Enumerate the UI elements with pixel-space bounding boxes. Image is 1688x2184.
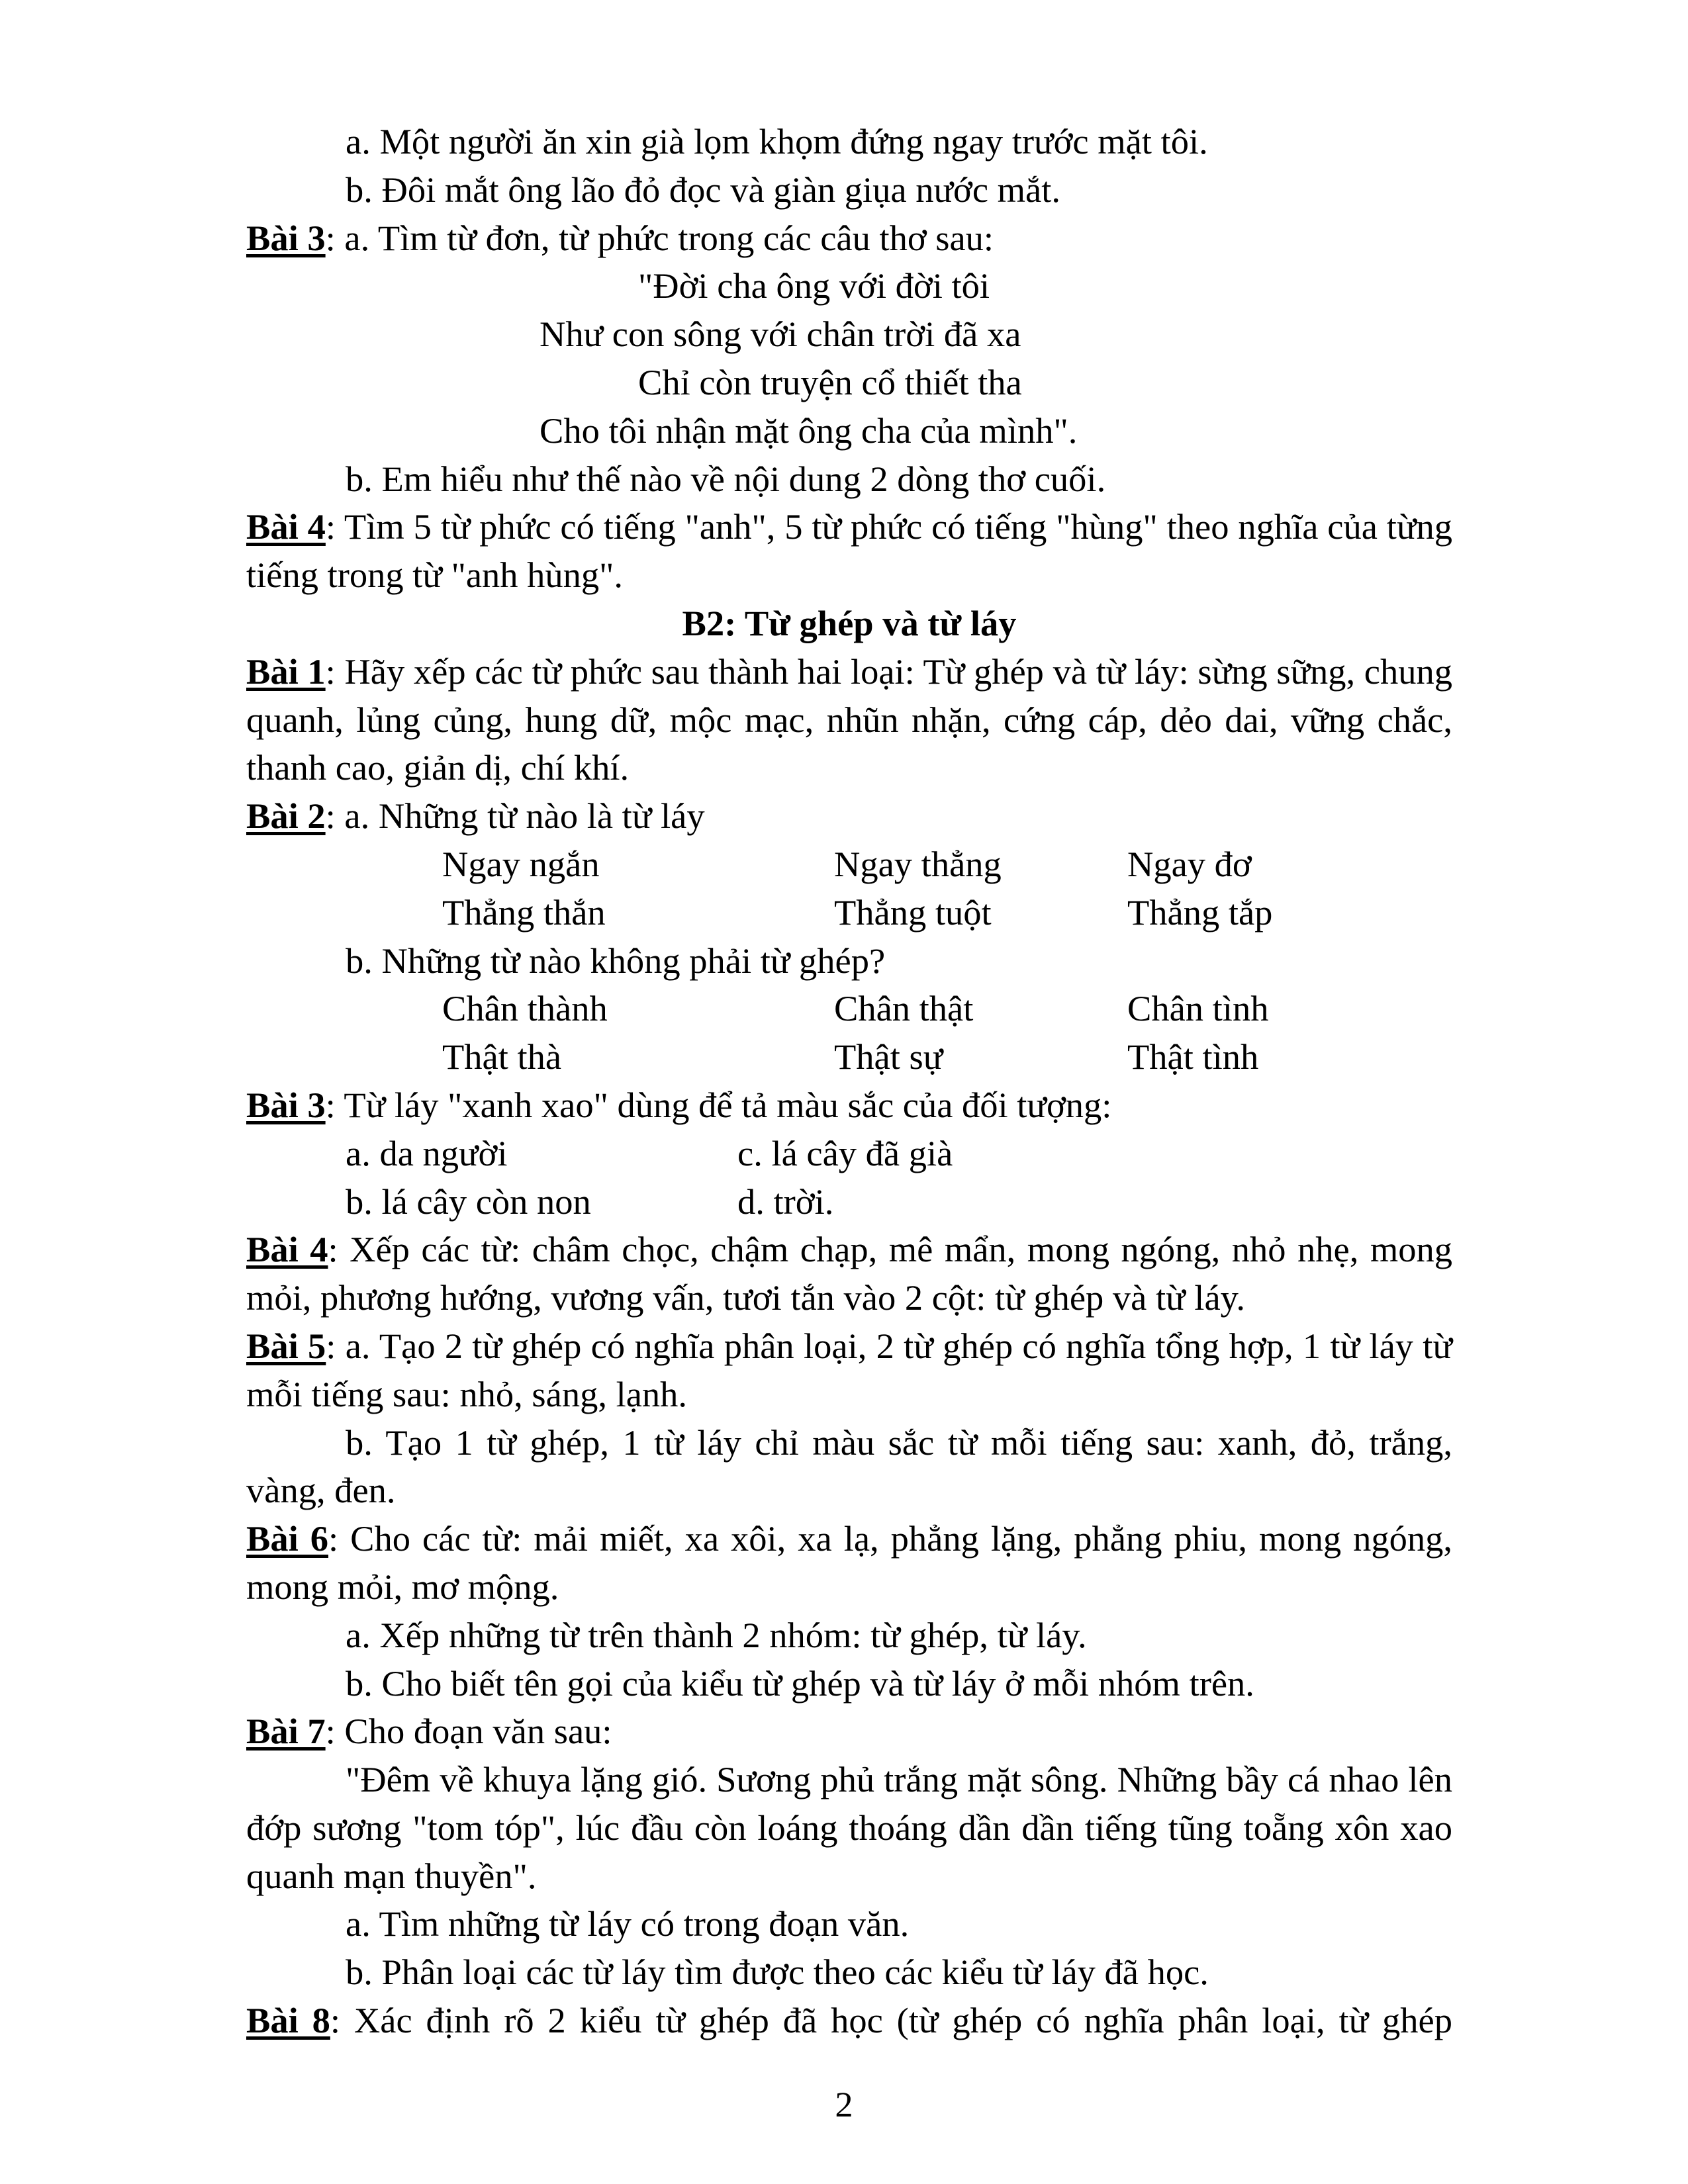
exercise-label: Bài 4 [246, 1229, 328, 1270]
b2-exercise-7: Bài 7: Cho đoạn văn sau: [246, 1711, 612, 1752]
text-paragraph: b. Tạo 1 từ ghép, 1 từ láy chỉ màu sắc từ mỗi tiếng sau: xanh, đỏ, trắng, vàng, đen. [246, 1422, 1452, 1511]
text-line: b. Đôi mắt ông lão đỏ đọc và giàn giụa nước mắt. [346, 169, 1060, 210]
poem-line: Như con sông với chân trời đã xa [539, 314, 1021, 355]
poem-line: Chỉ còn truyện cổ thiết tha [638, 361, 1022, 402]
exercise-label: Bài 5 [246, 1325, 326, 1366]
text-line: a. Xếp những từ trên thành 2 nhóm: từ ghép, từ láy. [346, 1614, 1087, 1655]
exercise-label: Bài 3 [246, 1084, 326, 1125]
page-number: 2 [835, 2084, 853, 2124]
exercise-3: Bài 3: a. Tìm từ đơn, từ phức trong các câu thơ sau: [246, 217, 994, 258]
b2-exercise-3: Bài 3: Từ láy "xanh xao" dùng để tả màu sắc của đối tượng: [246, 1084, 1112, 1125]
exercise-label: Bài 2 [246, 796, 326, 837]
exercise-label: Bài 1 [246, 651, 326, 692]
text-line: b. Phân loại các từ láy tìm được theo các kiểu từ láy đã học. [346, 1952, 1209, 1993]
section-title: B2: Từ ghép và từ láy [682, 602, 1017, 643]
text-line: b. Cho biết tên gọi của kiểu từ ghép và từ láy ở mỗi nhóm trên. [346, 1662, 1254, 1704]
text-line: b. Những từ nào không phải từ ghép? [346, 940, 886, 981]
document-page [246, 118, 1452, 2045]
word-row: Thật thà Thật sự Thật tình [442, 1036, 1259, 1077]
exercise-label: Bài 6 [246, 1518, 328, 1559]
exercise-4: Bài 4: Tìm 5 từ phức có tiếng "anh", 5 từ phức có tiếng "hùng" theo nghĩa của từng tiếng trong từ "anh hùng". [246, 506, 1452, 596]
poem-line: "Đời cha ông với đời tôi [638, 265, 990, 306]
exercise-label: Bài 7 [246, 1711, 326, 1752]
word-row: Chân thành Chân thật Chân tình [442, 988, 1269, 1029]
exercise-label: Bài 3 [246, 217, 326, 258]
word-row: Thẳng thắn Thẳng tuột Thẳng tắp [442, 891, 1273, 933]
word-row: Ngay ngắn Ngay thẳng Ngay đơ [442, 843, 1252, 884]
b2-exercise-2: Bài 2: a. Những từ nào là từ láy [246, 796, 705, 837]
poem-line: Cho tôi nhận mặt ông cha của mình". [539, 410, 1078, 451]
text-line: a. Tìm những từ láy có trong đoạn văn. [346, 1903, 910, 1944]
quoted-passage: "Đêm về khuya lặng gió. Sương phủ trắng mặt sông. Những bầy cá nhao lên đớp sương "tom tóp", lúc đầu còn loáng thoáng dần dần tiếng tũng toẵng xôn xao quanh mạn thuyền". [246, 1759, 1452, 1896]
b2-exercise-5: Bài 5: a. Tạo 2 từ ghép có nghĩa phân loại, 2 từ ghép có nghĩa tổng hợp, 1 từ láy từ mỗi tiếng sau: nhỏ, sáng, lạnh. [246, 1325, 1452, 1414]
option-row: b. lá cây còn non d. trời. [346, 1181, 834, 1222]
b2-exercise-6: Bài 6: Cho các từ: mải miết, xa xôi, xa lạ, phẳng lặng, phẳng phiu, mong ngóng, mong mỏi, mơ mộng. [246, 1518, 1452, 1607]
b2-exercise-4: Bài 4: Xếp các từ: châm chọc, chậm chạp, mê mẩn, mong ngóng, nhỏ nhẹ, mong mỏi, phương hướng, vương vấn, tươi tắn vào 2 cột: từ ghép và từ láy. [246, 1229, 1452, 1318]
b2-exercise-8: Bài 8: Xác định rõ 2 kiểu từ ghép đã học (từ ghép có nghĩa phân loại, từ ghép [246, 2000, 1452, 2041]
option-row: a. da người c. lá cây đã già [346, 1132, 953, 1173]
b2-exercise-1: Bài 1: Hãy xếp các từ phức sau thành hai loại: Từ ghép và từ láy: sừng sững, chung quanh, lủng củng, hung dữ, mộc mạc, nhũn nhặn, cứng cáp, dẻo dai, vững chắc, thanh cao, giản dị, chí khí. [246, 651, 1452, 788]
text-line: b. Em hiểu như thế nào về nội dung 2 dòng thơ cuối. [346, 458, 1106, 499]
text-line: a. Một người ăn xin già lọm khọm đứng ngay trước mặt tôi. [346, 121, 1208, 161]
exercise-label: Bài 8 [246, 2000, 330, 2041]
exercise-label: Bài 4 [246, 506, 326, 547]
